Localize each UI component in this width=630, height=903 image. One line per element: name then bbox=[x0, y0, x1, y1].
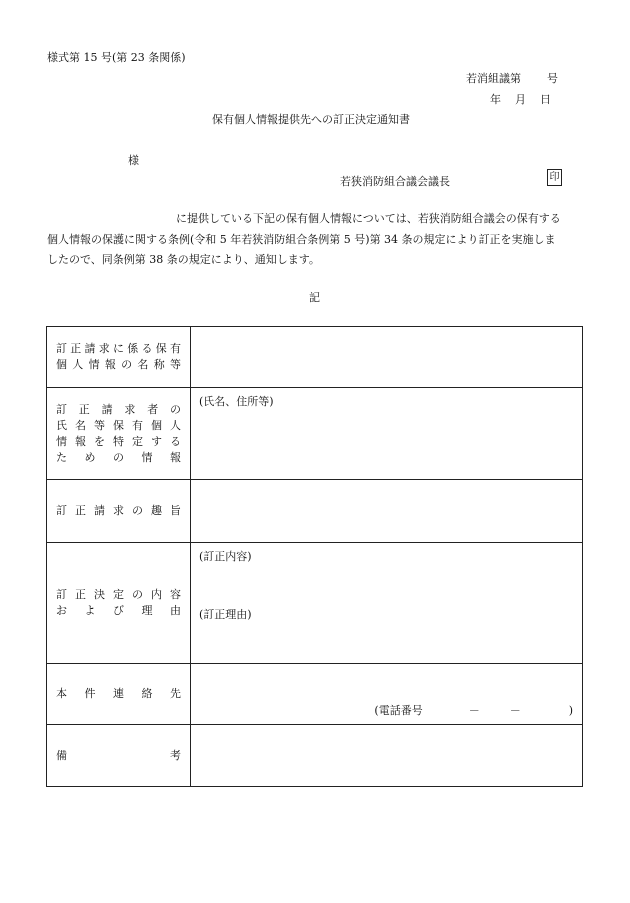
value-purpose[interactable] bbox=[191, 480, 583, 543]
row-purpose bbox=[47, 480, 583, 543]
phone-close-paren: ) bbox=[568, 704, 573, 717]
requester-note: (氏名、住所等) bbox=[199, 395, 274, 408]
form-number: 様式第 15 号(第 23 条関係) bbox=[47, 51, 186, 64]
row-info-name bbox=[47, 327, 583, 388]
document-title: 保有個人情報提供先への訂正決定通知書 bbox=[212, 113, 410, 126]
value-info-name[interactable] bbox=[191, 327, 583, 388]
reference-number bbox=[466, 70, 558, 86]
row-contact bbox=[47, 664, 583, 725]
phone-dash-2: － bbox=[509, 704, 521, 717]
value-decision[interactable] bbox=[191, 543, 583, 664]
phone-number-line bbox=[374, 702, 573, 718]
date-year: 年 bbox=[490, 93, 501, 106]
decision-content-note: (訂正内容) bbox=[199, 550, 252, 563]
date-day: 日 bbox=[540, 93, 551, 106]
label-remarks: 備考 bbox=[47, 725, 191, 787]
label-requester: 訂正請求者の 氏名等保有個人 情報を特定する ための情報 bbox=[47, 388, 191, 480]
reference-number-suffix: 号 bbox=[547, 72, 558, 85]
row-requester bbox=[47, 388, 583, 480]
label-decision: 訂正決定の内容 および理由 bbox=[47, 543, 191, 664]
phone-label: (電話番号 bbox=[374, 704, 423, 717]
value-remarks[interactable] bbox=[191, 725, 583, 787]
row-remarks bbox=[47, 725, 583, 787]
notice-table bbox=[46, 326, 583, 787]
body-line-2: 個人情報の保護に関する条例(令和 5 年若狭消防組合条例第 5 号)第 34 条の規定により訂正を実施しま bbox=[47, 232, 556, 246]
seal-mark: 印 bbox=[547, 169, 562, 186]
addressee-suffix: 様 bbox=[128, 154, 139, 167]
label-contact: 本件連絡先 bbox=[47, 664, 191, 725]
ki-heading: 記 bbox=[309, 291, 320, 304]
date-month: 月 bbox=[515, 93, 526, 106]
value-contact[interactable] bbox=[191, 664, 583, 725]
notice-body bbox=[47, 209, 587, 271]
sender-name: 若狭消防組合議会議長 bbox=[340, 175, 450, 188]
row-decision bbox=[47, 543, 583, 664]
label-info-name: 訂正請求に係る保有 個人情報の名称等 bbox=[47, 327, 191, 388]
decision-reason-note: (訂正理由) bbox=[199, 608, 252, 621]
phone-dash-1: － bbox=[468, 704, 480, 717]
value-requester[interactable] bbox=[191, 388, 583, 480]
body-line-3: したので、同条例第 38 条の規定により、通知します。 bbox=[47, 253, 320, 266]
date-line bbox=[490, 91, 551, 107]
reference-number-label: 若消組議第 bbox=[466, 72, 521, 85]
body-line-1: に提供している下記の保有個人情報については、若狭消防組合議会の保有する bbox=[176, 212, 561, 225]
label-purpose: 訂正請求の趣旨 bbox=[47, 480, 191, 543]
